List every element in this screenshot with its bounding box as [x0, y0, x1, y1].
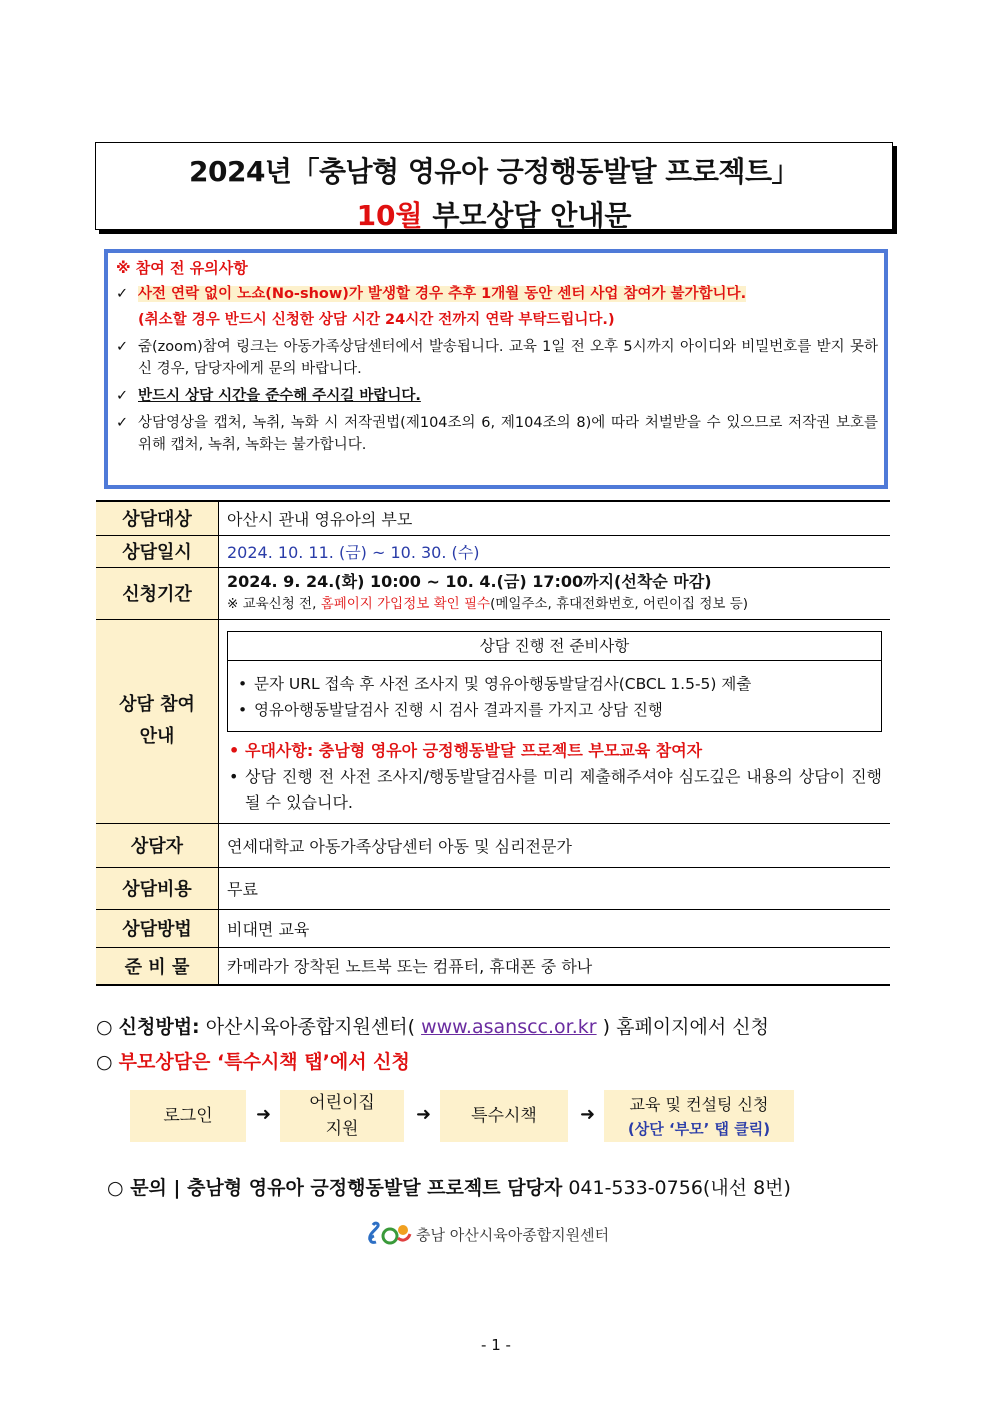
homepage-link[interactable]: www.asanscc.or.kr — [421, 1016, 597, 1038]
apply-value: 2024. 9. 24.(화) 10:00 ~ 10. 4.(금) 17:00까지(선착순 마감) — [227, 572, 712, 591]
counselor-value: 연세대학교 아동가족상담센터 아동 및 심리전문가 — [219, 823, 891, 867]
apply-tab-text: 부모상담은 ‘특수시책 탭’에서 신청 — [118, 1051, 410, 1073]
target-value: 아산시 관내 영유아의 부모 — [219, 501, 891, 535]
guide-notes — [219, 738, 890, 818]
flow-step-special — [440, 1090, 568, 1142]
table-row — [96, 867, 890, 909]
bullet-icon: • — [229, 740, 240, 760]
arrow-right-icon: ➜ — [580, 1104, 596, 1125]
flow-step-login — [130, 1090, 246, 1142]
notice-item-cancel — [108, 309, 884, 331]
guide-cell — [219, 619, 891, 823]
prep-item — [236, 697, 873, 723]
page-number: - 1 - — [481, 1336, 511, 1354]
title-month: 10월 — [356, 199, 423, 232]
bullet-icon: • — [229, 766, 239, 786]
notice-cancel-text: (취소할 경우 반드시 신청한 상담 시간 24시간 전까지 연락 부탁드립니다.) — [138, 312, 615, 328]
table-row — [96, 567, 890, 619]
apply-note — [227, 593, 882, 615]
center-logo — [366, 1220, 609, 1248]
date-label: 상담일시 — [96, 535, 219, 567]
info-table — [96, 500, 890, 986]
notice-zoom-text: 줌(zoom)참여 링크는 아동가족상담센터에서 발송됩니다. 교육 1일 전 오후 5시까지 아이디와 비밀번호를 받지 못하신 경우, 담당자에게 문의 바랍니다. — [138, 339, 878, 377]
table-row — [96, 535, 890, 567]
notice-item-zoom — [108, 336, 884, 380]
circle-icon: ○ — [96, 1016, 113, 1038]
table-row — [96, 909, 890, 947]
flow-step3: 특수시책 — [471, 1106, 537, 1126]
guide-label — [96, 619, 219, 823]
prep-item2: 영유아행동발달검사 진행 시 검사 결과지를 가지고 상담 진행 — [254, 700, 663, 719]
target-label: 상담대상 — [96, 501, 219, 535]
flow-step2-line1: 어린이집 — [309, 1093, 375, 1113]
notice-item-copyright — [108, 412, 884, 456]
prep-item1: 문자 URL 접속 후 사전 조사지 및 영유아행동발달검사(CBCL 1.5-5) 제출 — [254, 674, 752, 693]
arrow-right-icon: ➜ — [256, 1104, 272, 1125]
title-rest: 부모상담 안내문 — [432, 199, 632, 232]
flow-step2-line2: 지원 — [325, 1119, 359, 1139]
method-value: 비대면 교육 — [219, 909, 891, 947]
apply-method-text1: 아산시육아종합지원센터( — [205, 1016, 416, 1038]
supplies-value: 카메라가 장착된 노트북 또는 컴퓨터, 휴대폰 중 하나 — [219, 947, 891, 985]
apply-method-line — [96, 1012, 769, 1039]
notice-item-time — [108, 385, 884, 407]
check-icon: ✓ — [116, 388, 129, 404]
flow-step4-line2: (상단 ‘부모’ 탭 클릭) — [627, 1120, 771, 1138]
apply-cell — [219, 567, 891, 619]
notice-time-text: 반드시 상담 시간을 준수해 주시길 바랍니다. — [138, 388, 421, 404]
flow-step-daycare — [280, 1090, 404, 1142]
bullet-icon: • — [238, 700, 248, 719]
check-icon: ✓ — [116, 415, 129, 431]
notice-box — [104, 249, 888, 489]
cost-value: 무료 — [219, 867, 891, 909]
priority-note — [227, 738, 882, 764]
apply-method-text2: ) 홈페이지에서 신청 — [602, 1016, 769, 1038]
notice-noshow-text: 사전 연락 없이 노쇼(No-show)가 발생할 경우 추후 1개월 동안 센터 사업 참여가 불가합니다. — [138, 286, 747, 302]
title-line2 — [96, 194, 892, 234]
guide-label-line1: 상담 참여 — [119, 694, 195, 715]
apply-label: 신청기간 — [96, 567, 219, 619]
supplies-label: 준 비 물 — [96, 947, 219, 985]
center-logo-text: 충남 아산시육아종합지원센터 — [416, 1225, 610, 1244]
apply-note-prefix: ※ 교육신청 전, — [227, 596, 317, 612]
contact-label: ○ 문의 | 충남형 영유아 긍정행동발달 프로젝트 담당자 — [107, 1177, 563, 1199]
guide-note-text: 상담 진행 전 사전 조사지/행동발달검사를 미리 제출해주셔야 심도깊은 내용의 상담이 진행될 수 있습니다. — [245, 766, 882, 812]
flow-step1: 로그인 — [163, 1106, 213, 1126]
table-row — [96, 947, 890, 985]
prep-item — [236, 671, 873, 697]
apply-note-suffix: (메일주소, 휴대전화번호, 어린이집 정보 등) — [490, 596, 749, 612]
prep-body — [228, 661, 881, 731]
center-logo-icon — [366, 1220, 412, 1248]
flow-step-consulting — [604, 1090, 794, 1142]
prep-title: 상담 진행 전 준비사항 — [228, 632, 881, 661]
notice-item-noshow — [108, 283, 884, 305]
guide-label-line2: 안내 — [139, 726, 175, 747]
table-row — [96, 619, 890, 823]
date-value: 2024. 10. 11. (금) ~ 10. 30. (수) — [219, 535, 891, 567]
check-icon: ✓ — [116, 339, 129, 355]
flow-step4-line1: 교육 및 컨설팅 신청 — [629, 1095, 769, 1114]
apply-method-label: 신청방법: — [118, 1016, 200, 1038]
table-row — [96, 823, 890, 867]
check-icon: ✓ — [116, 286, 129, 302]
apply-tab-line — [96, 1047, 410, 1074]
title-line1: 2024년「충남형 영유아 긍정행동발달 프로젝트」 — [189, 155, 799, 188]
circle-icon: ○ — [96, 1051, 113, 1073]
prep-box — [227, 631, 882, 732]
guide-note — [227, 764, 882, 816]
table-row — [96, 501, 890, 535]
method-label: 상담방법 — [96, 909, 219, 947]
notice-copyright-text: 상담영상을 캡처, 녹취, 녹화 시 저작권법(제104조의 6, 제104조의 8)에 따라 처벌받을 수 있으므로 저작권 보호를 위해 캡처, 녹취, 녹화는 불가합니다. — [138, 415, 878, 453]
notice-header: ※ 참여 전 유의사항 — [116, 259, 248, 277]
bullet-icon: • — [238, 674, 248, 693]
title-box — [95, 142, 893, 230]
contact-phone: 041-533-0756(내선 8번) — [568, 1177, 791, 1199]
apply-note-required: 홈페이지 가입정보 확인 필수 — [320, 596, 491, 612]
priority-text: 우대사항: 충남형 영유아 긍정행동발달 프로젝트 부모교육 참여자 — [245, 740, 703, 760]
contact-line — [107, 1173, 791, 1200]
counselor-label: 상담자 — [96, 823, 219, 867]
arrow-right-icon: ➜ — [416, 1104, 432, 1125]
cost-label: 상담비용 — [96, 867, 219, 909]
